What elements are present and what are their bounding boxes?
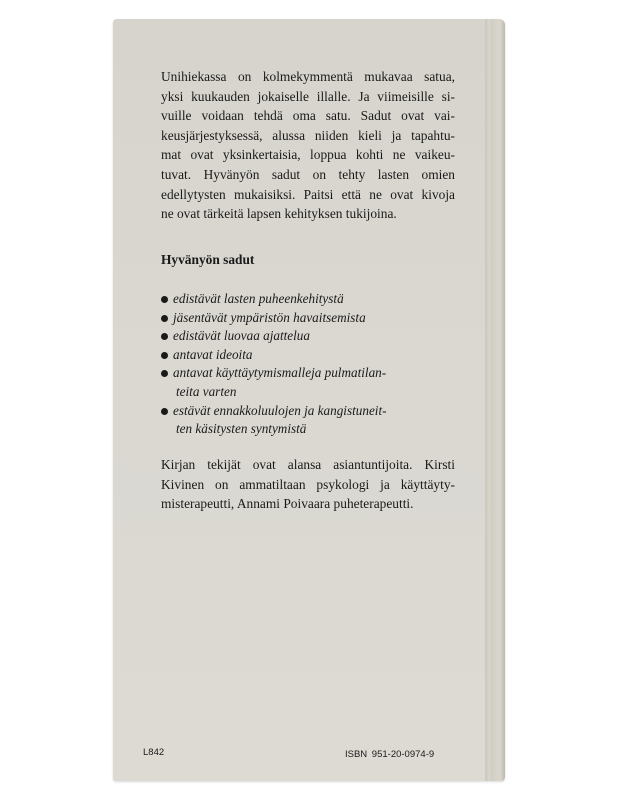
list-item-text: jäsentävät ympäristön havaitsemista bbox=[173, 309, 366, 325]
list-item-text: antavat käyttäytymismalleja pulmatilan- bbox=[173, 365, 387, 381]
product-code: L842 bbox=[143, 747, 165, 758]
bullet-icon bbox=[161, 315, 168, 322]
intro-line: tuvat. Hyvänyön sadut on tehty lasten omien bbox=[161, 166, 455, 182]
intro-line: edellytysten mukaisiksi. Paitsi että ne ovat kivoja bbox=[161, 186, 455, 202]
authors-paragraph bbox=[161, 455, 455, 514]
list-item bbox=[161, 364, 461, 401]
list-item-text: antavat ideoita bbox=[173, 346, 253, 362]
bullet-icon bbox=[161, 352, 168, 359]
bullet-icon bbox=[161, 408, 168, 415]
authors-line: Kivinen on ammatiltaan psykologi ja käyttäyty- bbox=[161, 476, 455, 492]
intro-line: vuille voidaan tehdä oma satu. Sadut ovat vai- bbox=[161, 108, 455, 124]
spine-edge bbox=[493, 19, 505, 781]
authors-line: Kirjan tekijät ovat alansa asiantuntijoita. Kirsti bbox=[161, 457, 455, 472]
section-heading: Hyvänyön sadut bbox=[161, 252, 255, 267]
isbn-number: ISBN 951-20-0974-9 bbox=[345, 749, 435, 760]
bullet-icon bbox=[161, 370, 168, 377]
intro-line: mat ovat yksinkertaisia, loppua kohti ne vaikeu- bbox=[161, 147, 455, 163]
list-item-text: edistävät lasten puheenkehitystä bbox=[173, 291, 344, 306]
list-item bbox=[161, 309, 461, 328]
bullet-icon bbox=[161, 296, 168, 303]
list-item-text: estävät ennakkoluulojen ja kangistuneit- bbox=[173, 402, 387, 418]
intro-line: keusjärjestyksessä, alussa niiden kieli ja tapahtu- bbox=[161, 127, 455, 143]
list-item-continuation: teita varten bbox=[176, 383, 237, 399]
list-item bbox=[161, 327, 461, 346]
bullet-icon bbox=[161, 333, 168, 340]
intro-line: yksi kuukauden jokaiselle illalle. Ja viimeisille si- bbox=[161, 88, 455, 104]
list-item bbox=[161, 346, 461, 365]
authors-line: misterapeutti, Annami Poivaara puheterapeutti. bbox=[161, 496, 414, 512]
intro-paragraph bbox=[161, 67, 455, 224]
intro-line: Unihiekassa on kolmekymmentä mukavaa satua, bbox=[161, 69, 455, 84]
list-item bbox=[161, 402, 461, 439]
book-back-cover bbox=[113, 19, 505, 781]
benefits-list bbox=[161, 290, 461, 439]
list-item bbox=[161, 290, 461, 309]
list-item-text: edistävät luovaa ajattelua bbox=[173, 328, 310, 344]
intro-line: ne ovat tärkeitä lapsen kehityksen tukijoina. bbox=[161, 206, 397, 222]
spine-groove bbox=[485, 19, 493, 781]
list-item-continuation: ten käsitysten syntymistä bbox=[176, 421, 307, 437]
